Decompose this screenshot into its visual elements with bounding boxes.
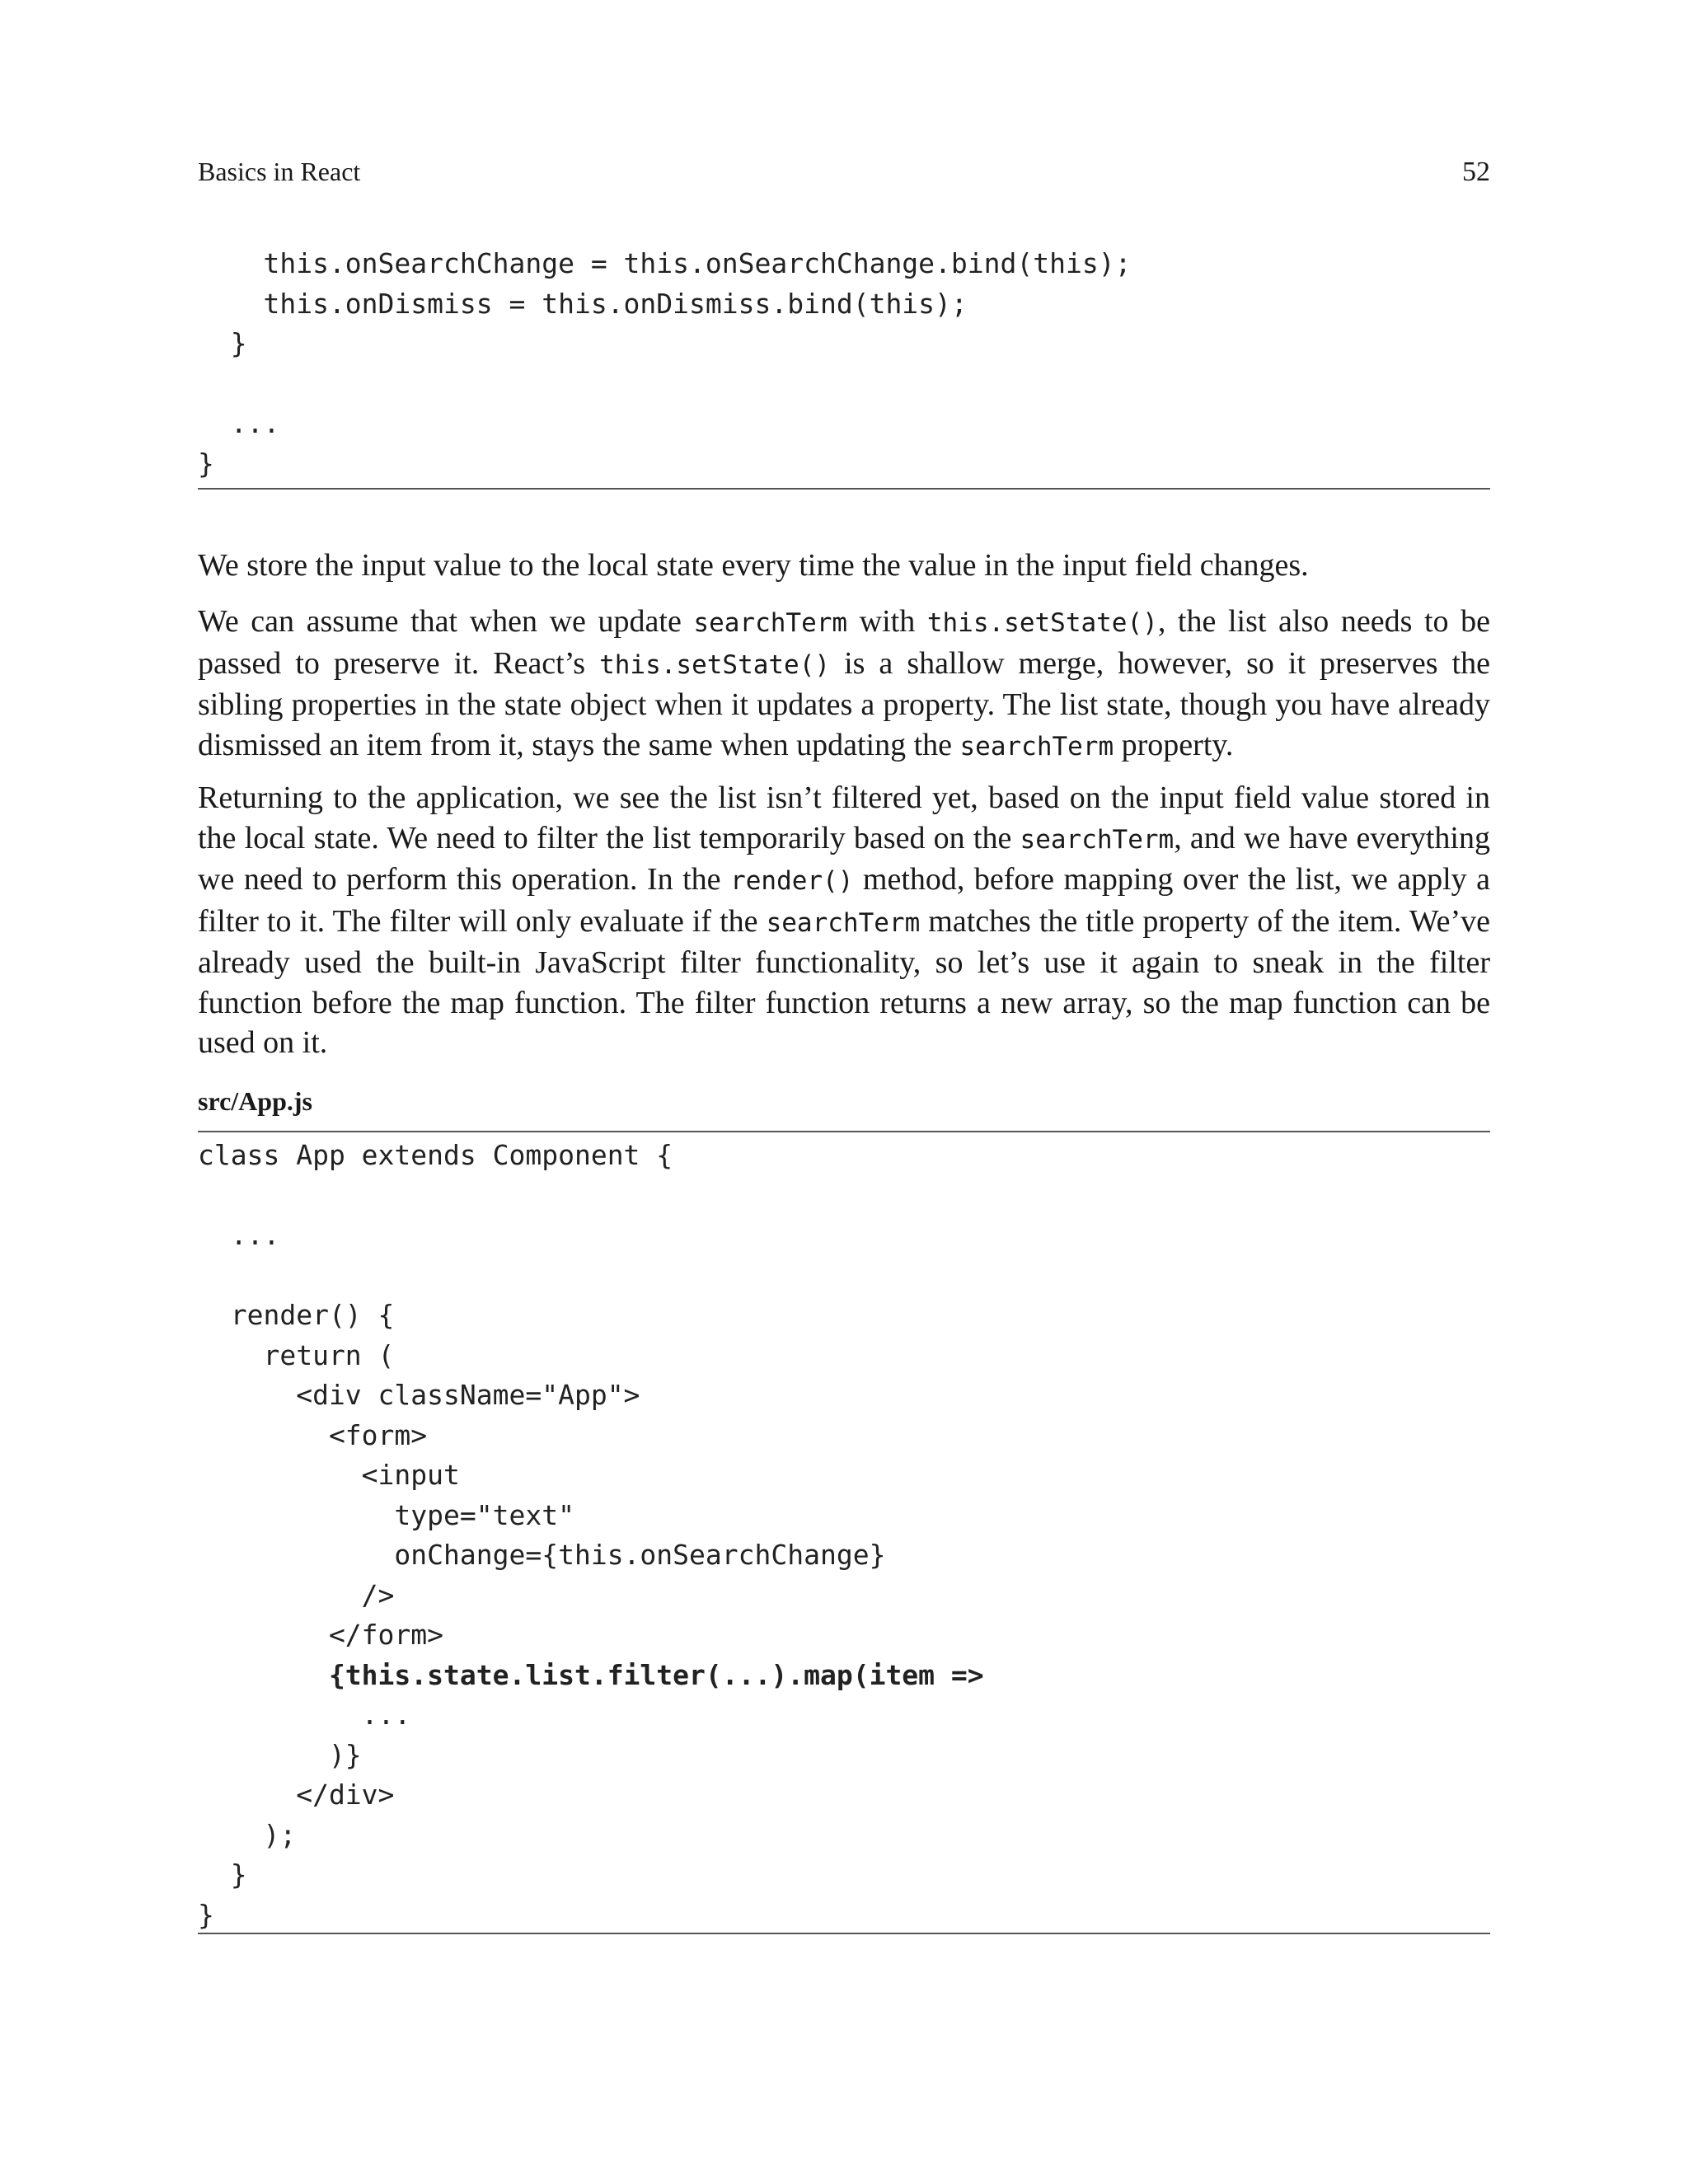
code-line: render() { <box>198 1299 395 1331</box>
code-line: ); <box>198 1818 297 1851</box>
text-run: , and we have everything we need to perform this operation. In the <box>198 820 1490 897</box>
code-line: )} <box>198 1738 362 1771</box>
code-line: this.onSearchChange = this.onSearchChange.bind(this); <box>198 247 1132 279</box>
text-run: property. <box>1114 727 1234 762</box>
inline-code: render() <box>730 866 854 896</box>
page-number: 52 <box>1462 157 1490 187</box>
paragraph-3 <box>198 778 1490 1063</box>
code-line: } <box>198 447 214 480</box>
code-line: this.onDismiss = this.onDismiss.bind(this); <box>198 287 968 320</box>
code-block-bottom-rule <box>198 1933 1490 1934</box>
code-line: ... <box>198 407 280 439</box>
text-run: with <box>847 604 927 639</box>
code-block-app-render <box>198 1136 1490 1935</box>
code-file-label: src/App.js <box>198 1086 312 1116</box>
text-run: matches the title property of the item. We’ve already used the built-in JavaScript filter functionality, so let’s use it again to sneak in the filter function before the map function. The filter function returns a new array, so the map function can be used on it. <box>198 903 1490 1060</box>
inline-code: searchTerm <box>1020 824 1175 855</box>
code-line: class App extends Component { <box>198 1139 673 1171</box>
code-line <box>198 1256 1490 1296</box>
code-line: } <box>198 1858 247 1891</box>
inline-code: this.setState() <box>599 649 831 680</box>
code-line-highlighted: {this.state.list.filter(...).map(item => <box>198 1658 984 1691</box>
text-run: method, before mapping over the list, we apply a filter to it. The filter will only evaluate if the <box>198 862 1491 939</box>
code-line: type="text" <box>198 1498 574 1531</box>
paragraph-1 <box>198 546 1490 586</box>
code-line: /> <box>198 1578 395 1611</box>
code-line: <input <box>198 1459 460 1491</box>
code-line: onChange={this.onSearchChange} <box>198 1539 886 1571</box>
code-line: ... <box>198 1699 411 1731</box>
inline-code: searchTerm <box>959 731 1114 762</box>
chapter-title: Basics in React <box>198 157 361 186</box>
code-line <box>198 364 1490 405</box>
paragraph-2 <box>198 602 1490 766</box>
code-block-bottom-rule <box>198 488 1490 490</box>
code-line: ... <box>198 1219 280 1251</box>
code-line <box>198 1176 1490 1216</box>
text-run: Returning to the application, we see the list isn’t filtered yet, based on the input field value stored in the local state. We need to filter the list temporarily based on the <box>198 780 1490 855</box>
code-line: } <box>198 327 247 359</box>
code-block-top-rule <box>198 1131 1490 1132</box>
inline-code: searchTerm <box>693 608 848 638</box>
inline-code: searchTerm <box>766 907 921 938</box>
page <box>198 0 1490 2184</box>
running-header <box>198 157 1490 190</box>
code-line: <form> <box>198 1418 428 1451</box>
code-line: </form> <box>198 1619 444 1651</box>
text-run: We can assume that when we update <box>198 604 694 639</box>
inline-code: this.setState() <box>926 608 1158 638</box>
code-line: } <box>198 1898 214 1931</box>
paragraph-text: We store the input value to the local state every time the value in the input field changes. <box>198 548 1309 583</box>
text-run: is a shallow merge, however, so it preserves the sibling properties in the state object when it updates a property. The list state, though you have already dismissed an item from it, stays the same when updating the <box>198 645 1490 762</box>
code-line: <div className="App"> <box>198 1379 640 1411</box>
code-line: </div> <box>198 1779 395 1811</box>
text-run: , the list also needs to be passed to preserve it. React’s <box>198 604 1490 681</box>
code-line: return ( <box>198 1338 395 1371</box>
code-block-constructor-end <box>198 244 1490 484</box>
